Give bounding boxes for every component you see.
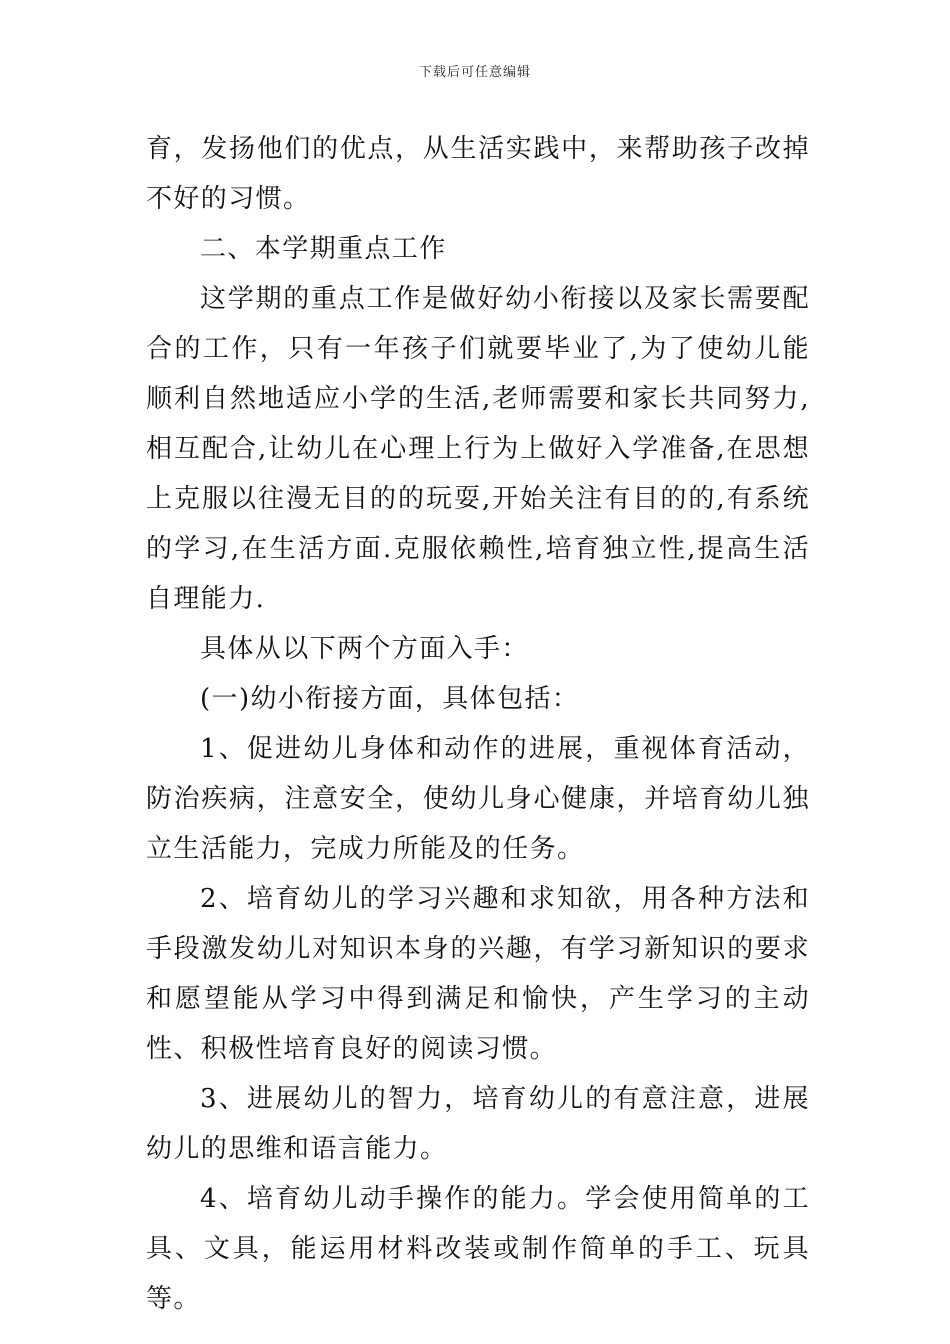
list-item-4: 4、培育幼儿动手操作的能力。学会使用简单的工具、文具，能运用材料改装或制作简单的手工、玩具等。 — [146, 1184, 810, 1314]
list-item-3: 3、进展幼儿的智力，培育幼儿的有意注意，进展幼儿的思维和语言能力。 — [146, 1084, 810, 1164]
section-heading: 二、本学期重点工作 — [200, 234, 447, 264]
list-item-1: 1、促进幼儿身体和动作的进展，重视体育活动，防治疾病，注意安全，使幼儿身心健康，并培育幼儿独立生活能力，完成力所能及的任务。 — [146, 734, 810, 864]
page-header: 下载后可任意编辑 — [418, 65, 531, 80]
paragraph-intro-aspects: 具体从以下两个方面入手： — [200, 634, 529, 664]
subsection-heading: (一)幼小衔接方面，具体包括： — [200, 684, 580, 714]
paragraph-key-work: 这学期的重点工作是做好幼小衔接以及家长需要配合的工作，只有一年孩子们就要毕业了,为了使幼儿能顺利自然地适应小学的生活,老师需要和家长共同努力,相互配合,让幼儿在心理上行为上做好入学准备,在思想上克服以往漫无目的的玩耍,开始关注有目的的,有系统的学习,在生活方面.克服依赖性,培育独立性,提高生活自理能力. — [146, 284, 810, 614]
paragraph-continuation: 育，发扬他们的优点，从生活实践中，来帮助孩子改掉不好的习惯。 — [146, 134, 810, 214]
list-item-2: 2、培育幼儿的学习兴趣和求知欲，用各种方法和手段激发幼儿对知识本身的兴趣，有学习新知识的要求和愿望能从学习中得到满足和愉快，产生学习的主动性、积极性培育良好的阅读习惯。 — [146, 884, 810, 1064]
document-body — [146, 124, 810, 1324]
